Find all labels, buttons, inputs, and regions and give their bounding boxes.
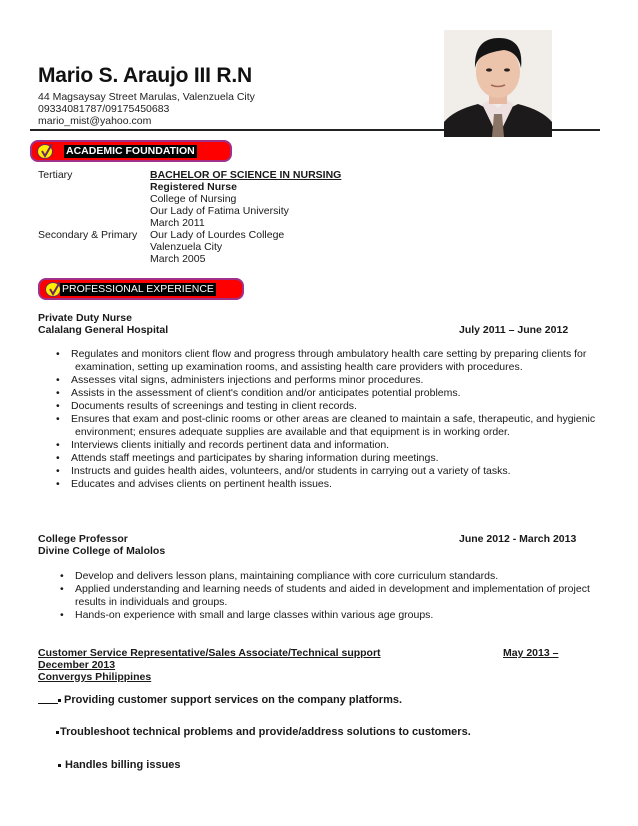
tertiary-date: March 2011 bbox=[150, 217, 205, 229]
duty-item: • Instructs and guides health aides, volunteers, and/or students in carrying out a variety of tasks. bbox=[71, 465, 611, 478]
portrait-image-icon bbox=[444, 30, 552, 137]
job-dates: July 2011 – June 2012 bbox=[459, 324, 569, 336]
section-title: ACADEMIC FOUNDATION bbox=[66, 145, 195, 157]
duty-item: • Ensures that exam and post-clinic rooms or other areas are cleaned to maintain a safe, therapeutic, and hygienic bbox=[71, 413, 611, 426]
square-bullet-icon bbox=[58, 699, 61, 702]
secondary-date: March 2005 bbox=[150, 253, 206, 265]
duty-item: Troubleshoot technical problems and provide/address solutions to customers. bbox=[56, 726, 471, 738]
secondary-school: Our Lady of Lourdes College bbox=[150, 229, 285, 241]
university: Our Lady of Fatima University bbox=[150, 205, 289, 217]
duty-item: • Assesses vital signs, administers injections and performs minor procedures. bbox=[71, 374, 611, 387]
checkmark-icon bbox=[37, 144, 53, 159]
duty-item: • Educates and advises clients on pertinent health issues. bbox=[71, 478, 611, 491]
job-employer: Convergys Philippines bbox=[38, 671, 152, 683]
job-duties-list bbox=[71, 348, 611, 491]
duty-item-continuation: examination, setting up examination rooms, and assisting health care providers with procedures. bbox=[75, 361, 523, 373]
job-employer: Calalang General Hospital bbox=[38, 324, 169, 336]
job-title: Customer Service Representative/Sales Associate/Technical support bbox=[38, 647, 381, 659]
email: mario_mist@yahoo.com bbox=[38, 115, 152, 127]
duty-item: • Regulates and monitors client flow and progress through ambulatory health care setting by preparing clients for bbox=[71, 348, 611, 361]
education-level-tertiary: Tertiary bbox=[38, 169, 73, 181]
section-title: PROFESSIONAL EXPERIENCE bbox=[62, 283, 214, 295]
job-dates-start: May 2013 – bbox=[503, 647, 559, 659]
duty-item: • Develop and delivers lesson plans, maintaining compliance with core curriculum standards. bbox=[75, 570, 605, 583]
job-title: Private Duty Nurse bbox=[38, 312, 132, 324]
profile-photo bbox=[444, 30, 552, 137]
secondary-city: Valenzuela City bbox=[150, 241, 223, 253]
job-duties-list bbox=[75, 570, 605, 622]
education-level-secondary: Secondary & Primary bbox=[38, 229, 138, 241]
phone: 09334081787/09175450683 bbox=[38, 103, 170, 115]
job-employer: Divine College of Malolos bbox=[38, 545, 166, 557]
resume-name: Mario S. Araujo III R.N bbox=[38, 64, 252, 87]
job-dates: June 2012 - March 2013 bbox=[459, 533, 577, 545]
duty-item: • Documents results of screenings and testing in client records. bbox=[71, 400, 611, 413]
college: College of Nursing bbox=[150, 193, 237, 205]
job-dates-end: December 2013 bbox=[38, 659, 116, 671]
duty-item: Handles billing issues bbox=[58, 759, 181, 771]
section-header-experience bbox=[38, 278, 244, 300]
duty-item-continuation: results in individuals and groups. bbox=[75, 596, 228, 608]
duty-item: Providing customer support services on the company platforms. bbox=[38, 693, 402, 706]
duty-item: • Attends staff meetings and participates by sharing information during meetings. bbox=[71, 452, 611, 465]
address: 44 Magsaysay Street Marulas, Valenzuela City bbox=[38, 91, 255, 103]
duty-item: • Assists in the assessment of client's condition and/or anticipates potential problems. bbox=[71, 387, 611, 400]
duty-item: • Hands-on experience with small and large classes within various age groups. bbox=[75, 609, 605, 622]
duty-item-continuation: environment; ensures adequate supplies are available and that equipment is in working order. bbox=[75, 426, 510, 438]
job-title: College Professor bbox=[38, 533, 128, 545]
degree: BACHELOR OF SCIENCE IN NURSING bbox=[150, 169, 342, 181]
duty-item: • Interviews clients initially and records pertinent data and information. bbox=[71, 439, 611, 452]
square-bullet-icon bbox=[56, 731, 59, 734]
square-bullet-icon bbox=[58, 764, 61, 767]
license: Registered Nurse bbox=[150, 181, 237, 193]
checkmark-icon bbox=[45, 282, 61, 297]
duty-item: • Applied understanding and learning needs of students and aided in development and implementation of project bbox=[75, 583, 605, 596]
section-header-academic bbox=[30, 140, 232, 162]
